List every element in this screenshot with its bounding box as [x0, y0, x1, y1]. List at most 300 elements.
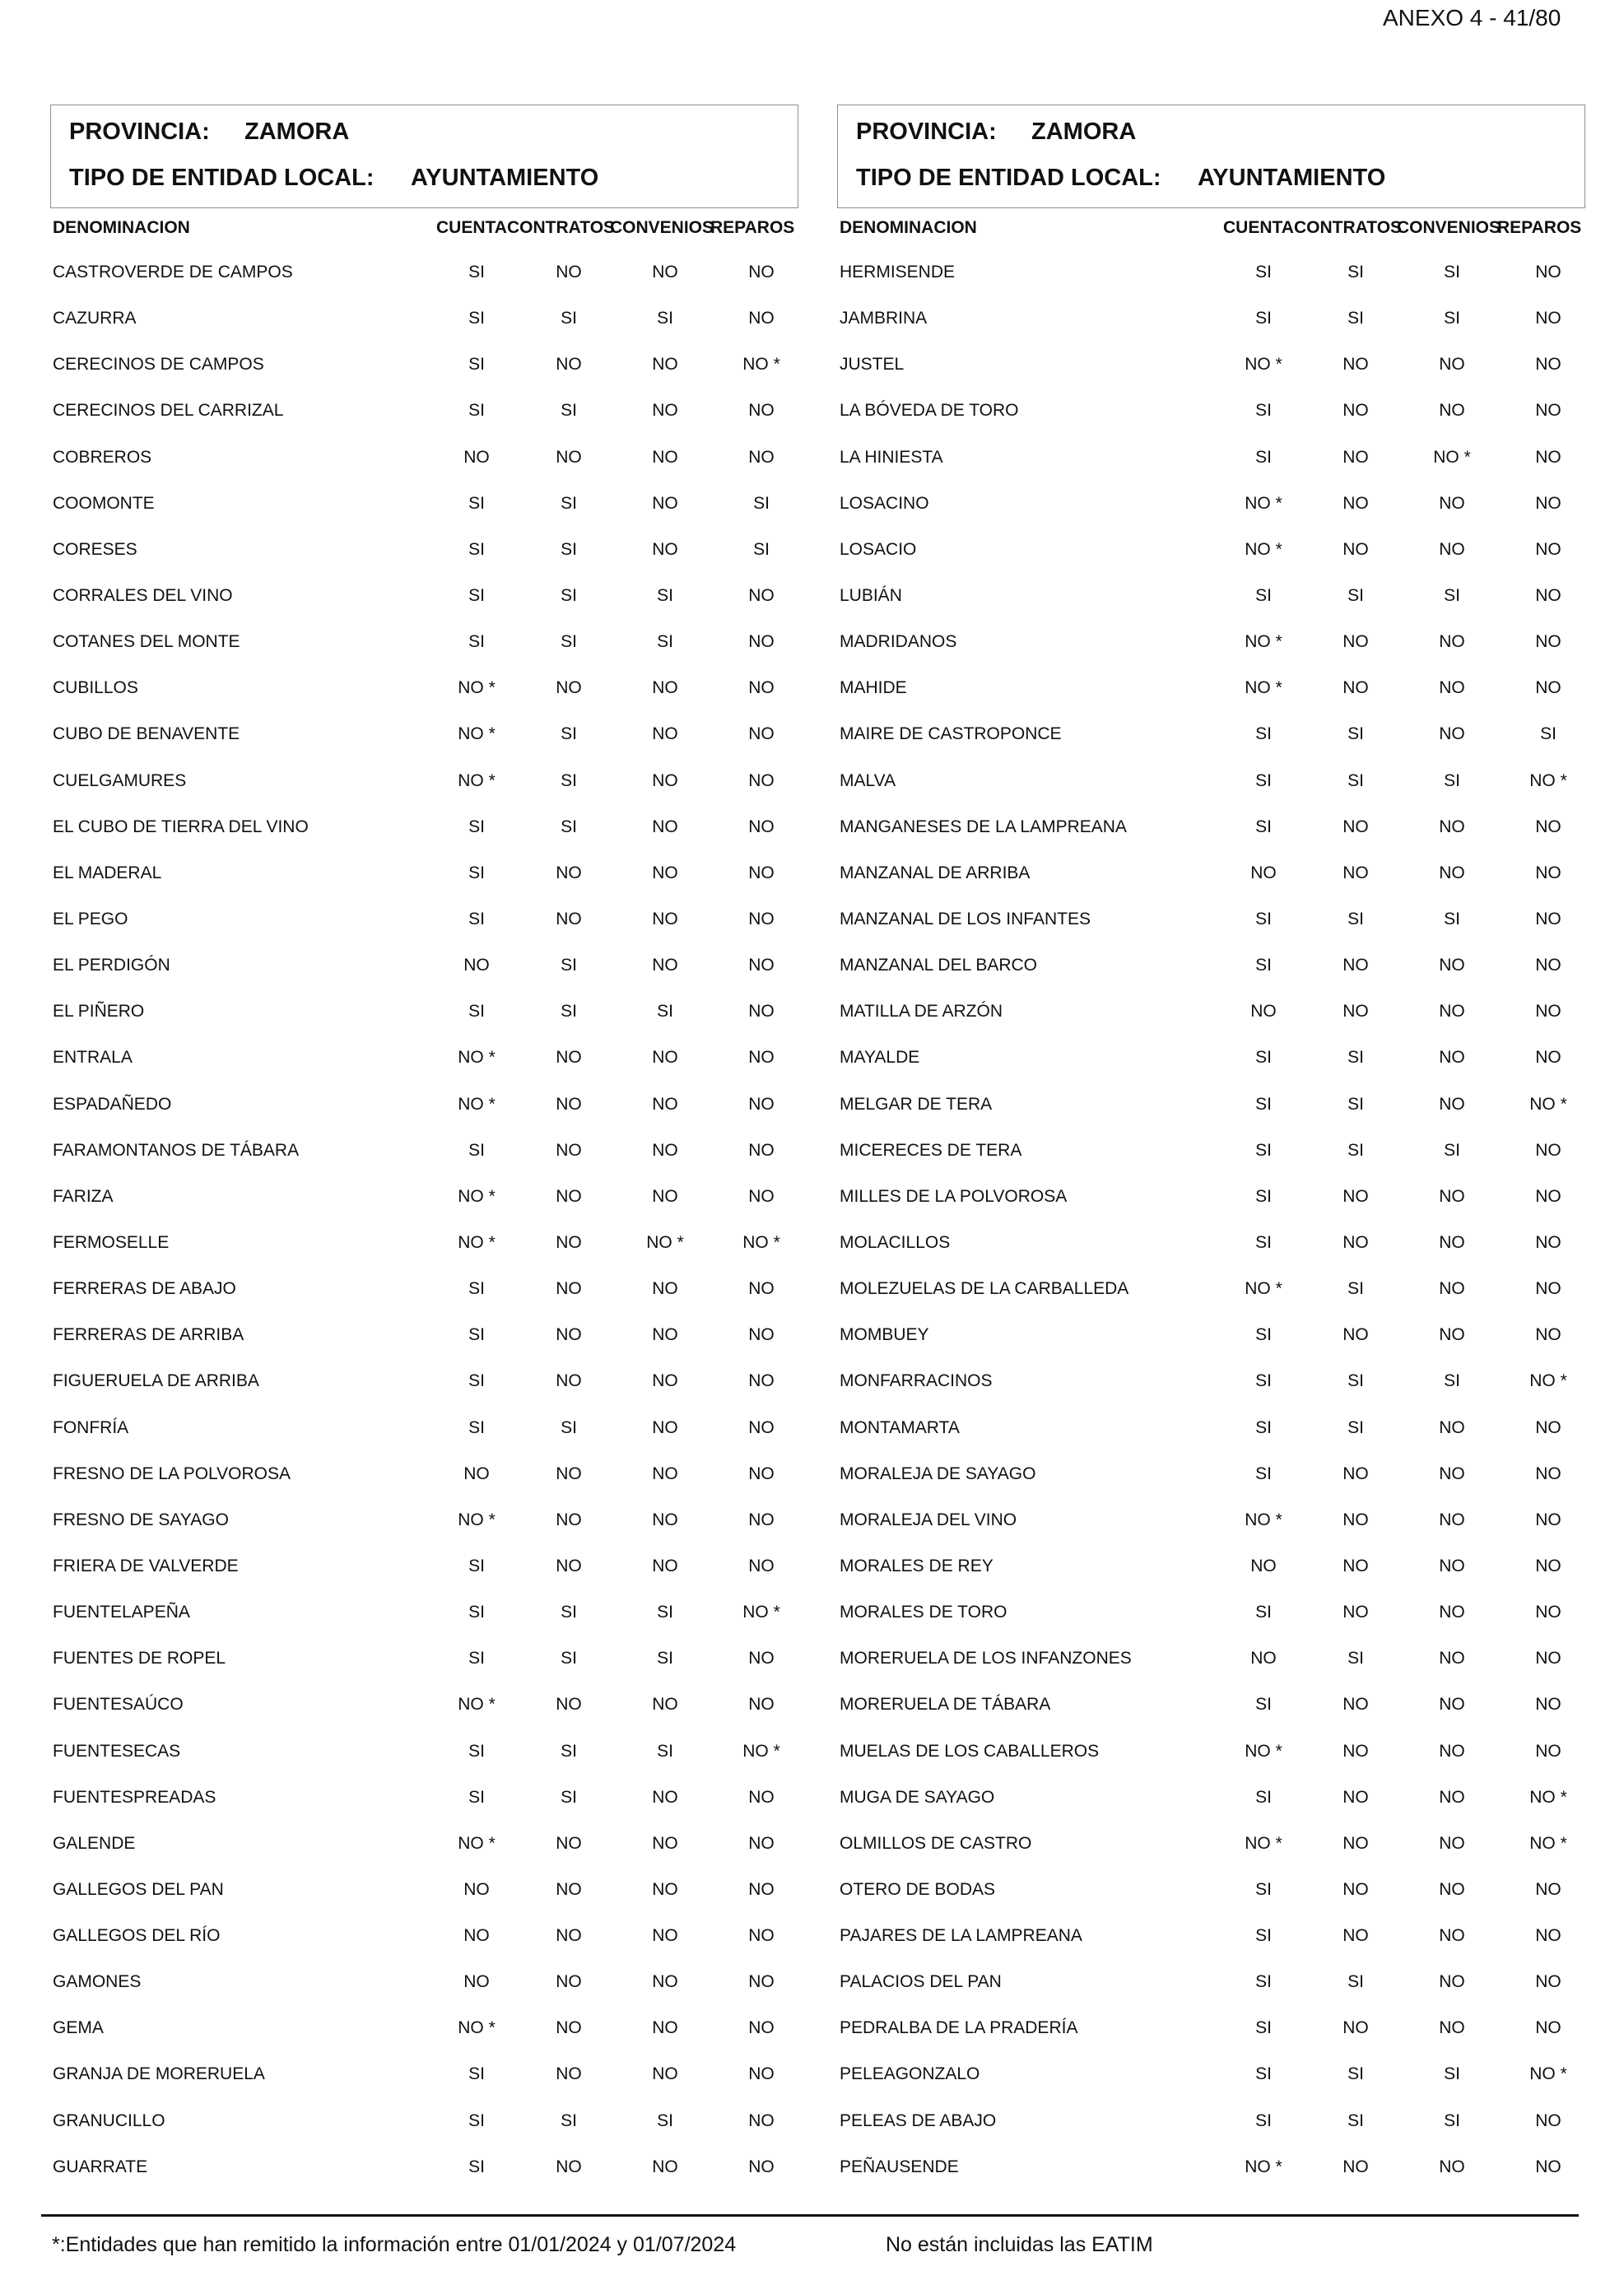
- table-row: [837, 667, 1585, 713]
- contratos-value: NO: [1342, 956, 1369, 975]
- contratos-value: SI: [1347, 909, 1364, 928]
- entity-name: MICERECES DE TERA: [840, 1140, 1022, 1160]
- cuenta-value: NO *: [1245, 493, 1282, 513]
- tipo-entidad-value: AYUNTAMIENTO: [1198, 165, 1386, 191]
- convenios-value: NO: [652, 355, 678, 375]
- cuenta-value: NO *: [1245, 1510, 1282, 1529]
- cuenta-value: SI: [468, 909, 485, 928]
- cuenta-value: NO *: [1245, 632, 1282, 652]
- cuenta-value: NO *: [458, 1094, 496, 1114]
- reparos-value: NO: [1535, 1417, 1561, 1437]
- entity-name: PAJARES DE LA LAMPREANA: [840, 1926, 1082, 1946]
- cuenta-value: NO *: [458, 1510, 496, 1529]
- reparos-value: NO: [748, 309, 775, 328]
- contratos-value: NO: [556, 1972, 582, 1992]
- table-row: [50, 1407, 798, 1453]
- reparos-value: NO: [748, 1048, 775, 1068]
- cuenta-value: SI: [1255, 309, 1272, 328]
- convenios-value: NO: [652, 956, 678, 975]
- reparos-value: NO: [1535, 1972, 1561, 1992]
- contratos-value: SI: [1347, 1048, 1364, 1068]
- entity-name: EL CUBO DE TIERRA DEL VINO: [53, 817, 309, 836]
- contratos-value: NO: [1342, 1510, 1369, 1529]
- convenios-value: SI: [657, 1741, 673, 1761]
- contratos-value: SI: [561, 1417, 577, 1437]
- entity-name: OLMILLOS DE CASTRO: [840, 1833, 1032, 1853]
- cuenta-value: SI: [1255, 263, 1272, 282]
- contratos-value: NO: [1342, 1833, 1369, 1853]
- table-row: [837, 1453, 1585, 1499]
- table-row: [50, 760, 798, 806]
- cuenta-value: SI: [1255, 956, 1272, 975]
- convenios-value: NO: [652, 678, 678, 698]
- convenios-value: NO: [1439, 678, 1465, 698]
- reparos-value: NO: [1535, 2110, 1561, 2130]
- cuenta-value: SI: [468, 1371, 485, 1391]
- convenios-value: NO *: [1433, 447, 1471, 467]
- contratos-value: NO: [556, 2064, 582, 2084]
- cuenta-value: NO: [1250, 1002, 1277, 1022]
- cuenta-value: SI: [468, 1787, 485, 1807]
- cuenta-value: NO *: [1245, 1279, 1282, 1299]
- convenios-value: NO: [652, 1556, 678, 1575]
- header-contratos: CONTRATOS: [1294, 218, 1403, 237]
- entity-name: MONTAMARTA: [840, 1417, 960, 1437]
- table-row: [50, 389, 798, 435]
- convenios-value: NO: [1439, 1464, 1465, 1483]
- contratos-value: NO: [556, 678, 582, 698]
- table-row: [50, 1360, 798, 1406]
- cuenta-value: SI: [1255, 1464, 1272, 1483]
- header-convenios: CONVENIOS: [610, 218, 714, 237]
- contratos-value: NO: [556, 1048, 582, 1068]
- convenios-value: NO: [1439, 355, 1465, 375]
- contratos-value: SI: [561, 724, 577, 744]
- contratos-value: SI: [561, 1741, 577, 1761]
- contratos-value: NO: [556, 1325, 582, 1345]
- convenios-value: NO: [652, 1279, 678, 1299]
- table-row: [50, 667, 798, 713]
- convenios-value: NO: [652, 1926, 678, 1946]
- table-row: [837, 1175, 1585, 1222]
- table-row: [50, 621, 798, 667]
- entity-name: ESPADAÑEDO: [53, 1094, 172, 1114]
- reparos-value: NO: [1535, 447, 1561, 467]
- entity-name: FUENTESPREADAS: [53, 1787, 216, 1807]
- entity-name: GRANJA DE MORERUELA: [53, 2064, 265, 2084]
- contratos-value: SI: [561, 309, 577, 328]
- cuenta-value: SI: [1255, 1879, 1272, 1899]
- reparos-value: NO: [1535, 1140, 1561, 1160]
- table-row: [50, 343, 798, 389]
- entity-name: ENTRALA: [53, 1048, 133, 1068]
- cuenta-value: SI: [1255, 401, 1272, 421]
- table-row: [50, 990, 798, 1036]
- header-reparos: REPAROS: [710, 218, 795, 237]
- table-row: [837, 1083, 1585, 1129]
- entity-name: CORRALES DEL VINO: [53, 585, 233, 605]
- convenios-value: NO: [652, 1464, 678, 1483]
- contratos-value: SI: [1347, 1972, 1364, 1992]
- entity-name: MANZANAL DEL BARCO: [840, 956, 1037, 975]
- convenios-value: NO: [1439, 1279, 1465, 1299]
- contratos-value: SI: [561, 1787, 577, 1807]
- reparos-value: NO *: [1529, 1833, 1567, 1853]
- cuenta-value: SI: [468, 585, 485, 605]
- reparos-value: NO: [748, 585, 775, 605]
- convenios-value: NO: [652, 1371, 678, 1391]
- table-row: [50, 1129, 798, 1175]
- reparos-value: NO: [1535, 863, 1561, 882]
- cuenta-value: SI: [1255, 2018, 1272, 2038]
- contratos-value: NO: [556, 1926, 582, 1946]
- table-row: [837, 1637, 1585, 1683]
- cuenta-value: SI: [1255, 909, 1272, 928]
- entity-name: GRANUCILLO: [53, 2110, 165, 2130]
- table-row: [50, 2007, 798, 2053]
- convenios-value: NO: [1439, 1417, 1465, 1437]
- contratos-value: NO: [556, 1279, 582, 1299]
- provincia-value: ZAMORA: [244, 119, 350, 145]
- convenios-value: SI: [657, 1002, 673, 1022]
- table-row: [50, 806, 798, 852]
- entity-name: CAZURRA: [53, 309, 137, 328]
- cuenta-value: NO *: [1245, 2157, 1282, 2176]
- contratos-value: SI: [1347, 2064, 1364, 2084]
- table-row: [837, 621, 1585, 667]
- right-table: [837, 105, 1585, 2192]
- contratos-value: SI: [561, 956, 577, 975]
- cuenta-value: SI: [1255, 1695, 1272, 1715]
- table-row: [50, 1822, 798, 1868]
- cuenta-value: NO *: [458, 1232, 496, 1252]
- reparos-value: NO: [748, 863, 775, 882]
- table-row: [837, 528, 1585, 575]
- reparos-value: NO *: [742, 1603, 780, 1622]
- table-row: [837, 1730, 1585, 1776]
- reparos-value: NO: [748, 632, 775, 652]
- table-row: [837, 2146, 1585, 2192]
- table-row: [837, 1915, 1585, 1961]
- reparos-value: NO *: [1529, 1371, 1567, 1391]
- cuenta-value: NO *: [1245, 355, 1282, 375]
- cuenta-value: NO *: [458, 678, 496, 698]
- convenios-value: NO: [1439, 1879, 1465, 1899]
- contratos-value: NO: [1342, 2018, 1369, 2038]
- reparos-value: NO: [748, 1510, 775, 1529]
- contratos-value: NO: [556, 1140, 582, 1160]
- convenios-value: SI: [657, 632, 673, 652]
- contratos-value: NO: [1342, 1002, 1369, 1022]
- reparos-value: NO *: [1529, 2064, 1567, 2084]
- convenios-value: NO: [1439, 1741, 1465, 1761]
- contratos-value: NO: [1342, 1926, 1369, 1946]
- cuenta-value: SI: [468, 632, 485, 652]
- entity-name: FUENTESECAS: [53, 1741, 181, 1761]
- entity-name: LOSACINO: [840, 493, 929, 513]
- convenios-value: NO: [652, 1325, 678, 1345]
- entity-name: MUELAS DE LOS CABALLEROS: [840, 1741, 1100, 1761]
- reparos-value: NO: [1535, 1603, 1561, 1622]
- contratos-value: NO: [1342, 678, 1369, 698]
- reparos-value: NO: [748, 1417, 775, 1437]
- cuenta-value: SI: [1255, 770, 1272, 790]
- reparos-value: NO: [1535, 1232, 1561, 1252]
- cuenta-value: SI: [468, 1649, 485, 1668]
- table-row: [50, 1268, 798, 1314]
- provincia-label: PROVINCIA:: [69, 119, 210, 145]
- reparos-value: NO: [748, 1556, 775, 1575]
- contratos-value: SI: [561, 401, 577, 421]
- page-reference: ANEXO 4 - 41/80: [1383, 5, 1561, 30]
- table-row: [837, 1222, 1585, 1268]
- entity-name: EL PIÑERO: [53, 1002, 145, 1022]
- reparos-value: NO: [1535, 909, 1561, 928]
- footer-eatim-note: No están incluidas las EATIM: [886, 2233, 1153, 2256]
- contratos-value: NO: [556, 1464, 582, 1483]
- table-row: [50, 852, 798, 898]
- cuenta-value: NO *: [458, 724, 496, 744]
- cuenta-value: SI: [1255, 2064, 1272, 2084]
- contratos-value: SI: [561, 770, 577, 790]
- cuenta-value: SI: [468, 493, 485, 513]
- table-row: [837, 1683, 1585, 1729]
- convenios-value: NO: [1439, 1556, 1465, 1575]
- entity-name: MANZANAL DE ARRIBA: [840, 863, 1031, 882]
- contratos-value: SI: [1347, 1140, 1364, 1160]
- reparos-value: NO: [1535, 1879, 1561, 1899]
- entity-name: MOLEZUELAS DE LA CARBALLEDA: [840, 1279, 1129, 1299]
- reparos-value: NO: [1535, 956, 1561, 975]
- table-row: [50, 297, 798, 343]
- cuenta-value: SI: [1255, 1094, 1272, 1114]
- reparos-value: NO: [1535, 539, 1561, 559]
- contratos-value: SI: [561, 632, 577, 652]
- contratos-value: SI: [1347, 724, 1364, 744]
- reparos-value: NO: [1535, 1510, 1561, 1529]
- table-row: [837, 944, 1585, 990]
- table-row: [837, 1036, 1585, 1082]
- entity-name: FUENTELAPEÑA: [53, 1603, 190, 1622]
- entity-name: HERMISENDE: [840, 263, 956, 282]
- entity-name: OTERO DE BODAS: [840, 1879, 996, 1899]
- cuenta-value: SI: [468, 1279, 485, 1299]
- convenios-value: NO: [1439, 1510, 1465, 1529]
- table-row: [837, 1961, 1585, 2007]
- contratos-value: NO: [556, 263, 582, 282]
- entity-name: MAIRE DE CASTROPONCE: [840, 724, 1062, 744]
- cuenta-value: SI: [468, 1741, 485, 1761]
- cuenta-value: NO: [1250, 1649, 1277, 1668]
- table-row: [50, 1175, 798, 1222]
- contratos-value: NO: [556, 1232, 582, 1252]
- cuenta-value: SI: [1255, 1787, 1272, 1807]
- reparos-value: NO: [748, 263, 775, 282]
- convenios-value: NO: [652, 493, 678, 513]
- cuenta-value: NO: [1250, 863, 1277, 882]
- convenios-value: NO: [652, 863, 678, 882]
- table-row: [837, 852, 1585, 898]
- contratos-value: NO: [1342, 493, 1369, 513]
- convenios-value: SI: [1444, 309, 1460, 328]
- entity-name: GALENDE: [53, 1833, 136, 1853]
- convenios-value: NO: [652, 817, 678, 836]
- contratos-value: SI: [561, 1649, 577, 1668]
- convenios-value: NO: [1439, 1048, 1465, 1068]
- convenios-value: NO: [1439, 1603, 1465, 1622]
- reparos-value: NO: [748, 909, 775, 928]
- entity-name: LUBIÁN: [840, 585, 902, 605]
- convenios-value: NO: [652, 1833, 678, 1853]
- entity-name: MORALES DE TORO: [840, 1603, 1007, 1622]
- convenios-value: SI: [1444, 1140, 1460, 1160]
- reparos-value: NO: [748, 678, 775, 698]
- entity-name: MADRIDANOS: [840, 632, 957, 652]
- convenios-value: NO: [652, 447, 678, 467]
- convenios-value: SI: [1444, 770, 1460, 790]
- reparos-value: NO: [748, 724, 775, 744]
- cuenta-value: SI: [1255, 817, 1272, 836]
- convenios-value: SI: [657, 1603, 673, 1622]
- table-row: [837, 1591, 1585, 1637]
- convenios-value: SI: [657, 2110, 673, 2130]
- entity-name: COOMONTE: [53, 493, 155, 513]
- contratos-value: NO: [1342, 1603, 1369, 1622]
- cuenta-value: SI: [1255, 1417, 1272, 1437]
- contratos-value: NO: [1342, 2157, 1369, 2176]
- table-row: [837, 1407, 1585, 1453]
- convenios-value: NO: [652, 724, 678, 744]
- cuenta-value: SI: [468, 817, 485, 836]
- convenios-value: NO: [652, 1417, 678, 1437]
- table-row: [50, 528, 798, 575]
- reparos-value: NO: [1535, 1002, 1561, 1022]
- cuenta-value: NO *: [458, 1695, 496, 1715]
- convenios-value: NO: [652, 263, 678, 282]
- cuenta-value: NO *: [458, 2018, 496, 2038]
- contratos-value: NO: [1342, 355, 1369, 375]
- reparos-value: NO: [748, 2110, 775, 2130]
- convenios-value: NO: [1439, 863, 1465, 882]
- table-row: [50, 1222, 798, 1268]
- table-row: [50, 1545, 798, 1591]
- reparos-value: NO *: [1529, 770, 1567, 790]
- entity-name: LOSACIO: [840, 539, 917, 559]
- reparos-value: NO: [748, 1464, 775, 1483]
- entity-name: FERMOSELLE: [53, 1232, 170, 1252]
- reparos-value: NO: [1535, 1186, 1561, 1206]
- cuenta-value: SI: [1255, 2110, 1272, 2130]
- contratos-value: NO: [556, 863, 582, 882]
- table-row: [50, 1453, 798, 1499]
- entity-name: FIGUERUELA DE ARRIBA: [53, 1371, 259, 1391]
- entity-name: MORERUELA DE TÁBARA: [840, 1695, 1051, 1715]
- table-body: [50, 251, 798, 2192]
- reparos-value: NO: [748, 2018, 775, 2038]
- reparos-value: NO: [1535, 1649, 1561, 1668]
- entity-name: MUGA DE SAYAGO: [840, 1787, 995, 1807]
- entity-name: GUARRATE: [53, 2157, 148, 2176]
- entity-name: FUENTESAÚCO: [53, 1695, 184, 1715]
- convenios-value: NO: [652, 1787, 678, 1807]
- cuenta-value: SI: [1255, 585, 1272, 605]
- entity-name: CUBO DE BENAVENTE: [53, 724, 240, 744]
- table-row: [50, 1961, 798, 2007]
- table-row: [50, 1083, 798, 1129]
- table-row: [837, 1268, 1585, 1314]
- convenios-value: NO: [1439, 539, 1465, 559]
- cuenta-value: SI: [468, 1140, 485, 1160]
- contratos-value: NO: [556, 1094, 582, 1114]
- table-row: [837, 1360, 1585, 1406]
- reparos-value: NO: [1535, 1695, 1561, 1715]
- entity-name: CUBILLOS: [53, 678, 138, 698]
- contratos-value: SI: [1347, 770, 1364, 790]
- convenios-value: NO: [1439, 1232, 1465, 1252]
- convenios-value: NO: [652, 401, 678, 421]
- reparos-value: NO *: [742, 1741, 780, 1761]
- contratos-value: NO: [1342, 1325, 1369, 1345]
- entity-name: PELEAS DE ABAJO: [840, 2110, 997, 2130]
- reparos-value: NO: [748, 770, 775, 790]
- cuenta-value: SI: [468, 1417, 485, 1437]
- contratos-value: NO: [1342, 447, 1369, 467]
- reparos-value: NO: [1535, 355, 1561, 375]
- header-cuenta: CUENTA: [1223, 218, 1294, 237]
- convenios-value: SI: [1444, 2110, 1460, 2130]
- contratos-value: SI: [561, 493, 577, 513]
- convenios-value: NO: [652, 909, 678, 928]
- reparos-value: NO: [1535, 1279, 1561, 1299]
- contratos-value: NO: [1342, 817, 1369, 836]
- convenios-value: NO: [1439, 1787, 1465, 1807]
- entity-name: FUENTES DE ROPEL: [53, 1649, 226, 1668]
- contratos-value: SI: [1347, 1094, 1364, 1114]
- entity-name: GEMA: [53, 2018, 104, 2038]
- cuenta-value: SI: [1255, 447, 1272, 467]
- cuenta-value: NO: [1250, 1556, 1277, 1575]
- convenios-value: NO: [652, 1510, 678, 1529]
- convenios-value: NO: [1439, 493, 1465, 513]
- convenios-value: NO: [1439, 1094, 1465, 1114]
- contratos-value: SI: [561, 817, 577, 836]
- table-row: [50, 251, 798, 297]
- reparos-value: NO: [748, 1926, 775, 1946]
- convenios-value: SI: [657, 585, 673, 605]
- cuenta-value: SI: [468, 1556, 485, 1575]
- convenios-value: SI: [657, 309, 673, 328]
- footer-note: *:Entidades que han remitido la información entre 01/01/2024 y 01/07/2024: [52, 2233, 737, 2256]
- cuenta-value: NO *: [1245, 1741, 1282, 1761]
- table-row: [837, 1129, 1585, 1175]
- header-denominacion: DENOMINACION: [53, 218, 190, 237]
- table-row: [837, 898, 1585, 944]
- table-row: [837, 389, 1585, 435]
- reparos-value: NO: [1535, 1464, 1561, 1483]
- reparos-value: NO: [748, 1833, 775, 1853]
- reparos-value: NO: [748, 401, 775, 421]
- reparos-value: NO *: [1529, 1094, 1567, 1114]
- contratos-value: NO: [556, 355, 582, 375]
- table-row: [837, 1545, 1585, 1591]
- contratos-value: NO: [1342, 1232, 1369, 1252]
- reparos-value: NO: [748, 956, 775, 975]
- cuenta-value: NO: [463, 1464, 490, 1483]
- contratos-value: NO: [1342, 1695, 1369, 1715]
- convenios-value: NO: [1439, 1325, 1465, 1345]
- cuenta-value: SI: [1255, 1325, 1272, 1345]
- table-row: [50, 1314, 798, 1360]
